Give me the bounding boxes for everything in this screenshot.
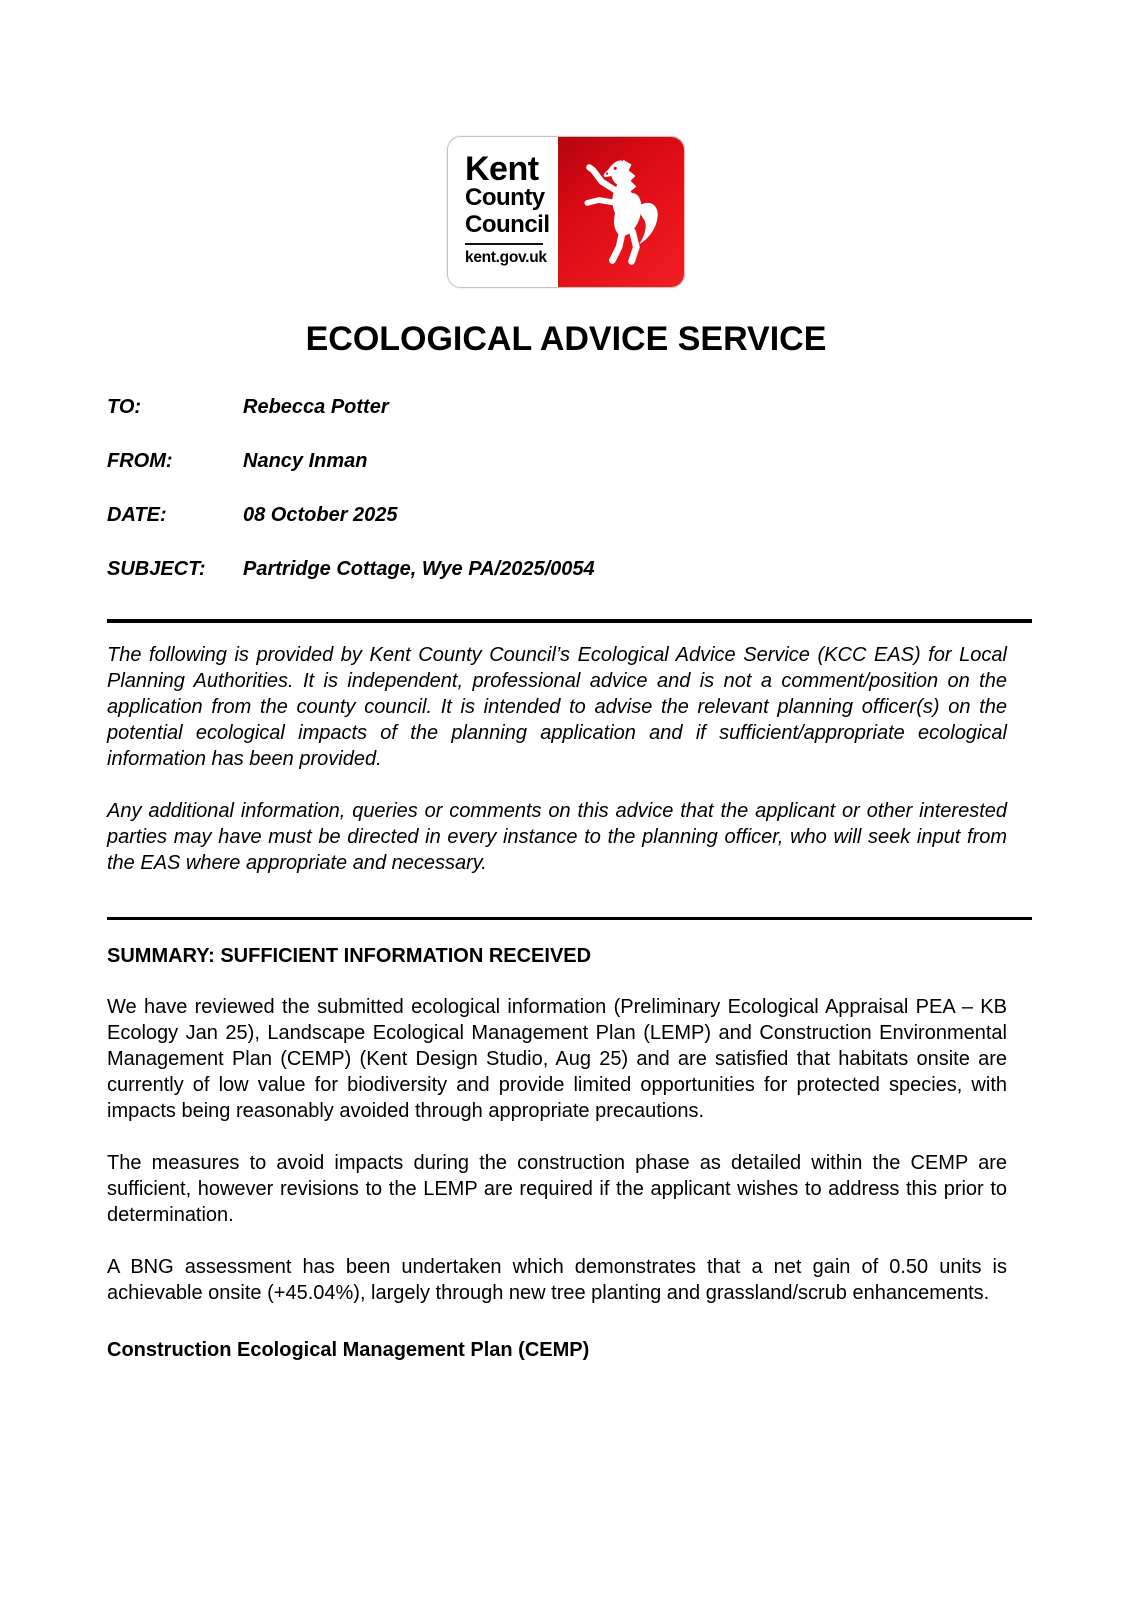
memo-header-fields [107, 396, 1030, 581]
memo-value-from: Nancy Inman [243, 450, 368, 472]
summary-paragraph-1: We have reviewed the submitted ecological information (Preliminary Ecological Appraisal PEA – KB Ecology Jan 25), Landscape Ecological Management Plan (LEMP) and Construction Environmental Management Plan (CEMP) (Kent Design Studio, Aug 25) and are satisfied that habitats onsite are currently of low value for biodiversity and provide limited opportunities for protected species, with impacts being reasonably avoided through appropriate precautions. [107, 996, 1007, 1122]
memo-row-date [107, 504, 1030, 527]
memo-row-to [107, 396, 1030, 419]
memo-label-from: FROM: [107, 450, 173, 472]
memo-value-to: Rebecca Potter [243, 396, 389, 418]
logo-text-panel [448, 137, 558, 287]
divider-rule-top [107, 619, 1032, 623]
cemp-section-heading: Construction Ecological Management Plan (CEMP) [107, 1339, 590, 1361]
kent-county-council-logo [447, 136, 685, 288]
memo-label-subject: SUBJECT: [107, 558, 206, 580]
page-title: ECOLOGICAL ADVICE SERVICE [305, 320, 827, 358]
disclaimer-paragraph-2: Any additional information, queries or comments on this advice that the applicant or other interested parties may have must be directed in every instance to the planning officer, who will seek input from the EAS where appropriate and necessary. [107, 800, 1007, 874]
logo-horse-panel [558, 137, 684, 287]
memo-label-to: TO: [107, 396, 142, 418]
memo-row-subject [107, 558, 1030, 581]
memo-row-from [107, 450, 1030, 473]
divider-rule-bottom [107, 917, 1032, 920]
logo-line-council: Council [465, 211, 550, 239]
summary-paragraph-2: The measures to avoid impacts during the construction phase as detailed within the CEMP are sufficient, however revisions to the LEMP are required if the applicant wishes to address this prior to determination. [107, 1152, 1007, 1226]
logo-url-text: kent.gov.uk [465, 249, 547, 267]
logo-line-kent: Kent [465, 150, 539, 188]
summary-paragraph-3: A BNG assessment has been undertaken which demonstrates that a net gain of 0.50 units is achievable onsite (+45.04%), largely through new tree planting and grassland/scrub enhancements. [107, 1256, 1007, 1304]
document-body [107, 396, 1030, 1362]
memo-label-date: DATE: [107, 504, 167, 526]
summary-heading: SUMMARY: SUFFICIENT INFORMATION RECEIVED [107, 945, 592, 967]
disclaimer-paragraph-1: The following is provided by Kent County Council’s Ecological Advice Service (KCC EAS) for Local Planning Authorities. It is independent, professional advice and is not a comment/position on the application from the county council. It is intended to advise the relevant planning officer(s) on the potential ecological impacts of the planning application and if sufficient/appropriate ecological information has been provided. [107, 644, 1007, 770]
memo-value-subject: Partridge Cottage, Wye PA/2025/0054 [243, 558, 595, 580]
logo-line-county: County [465, 184, 545, 212]
invicta-horse-icon [573, 148, 669, 276]
logo-divider-line [465, 243, 543, 245]
logo-header [0, 0, 1132, 288]
memo-value-date: 08 October 2025 [243, 504, 398, 526]
